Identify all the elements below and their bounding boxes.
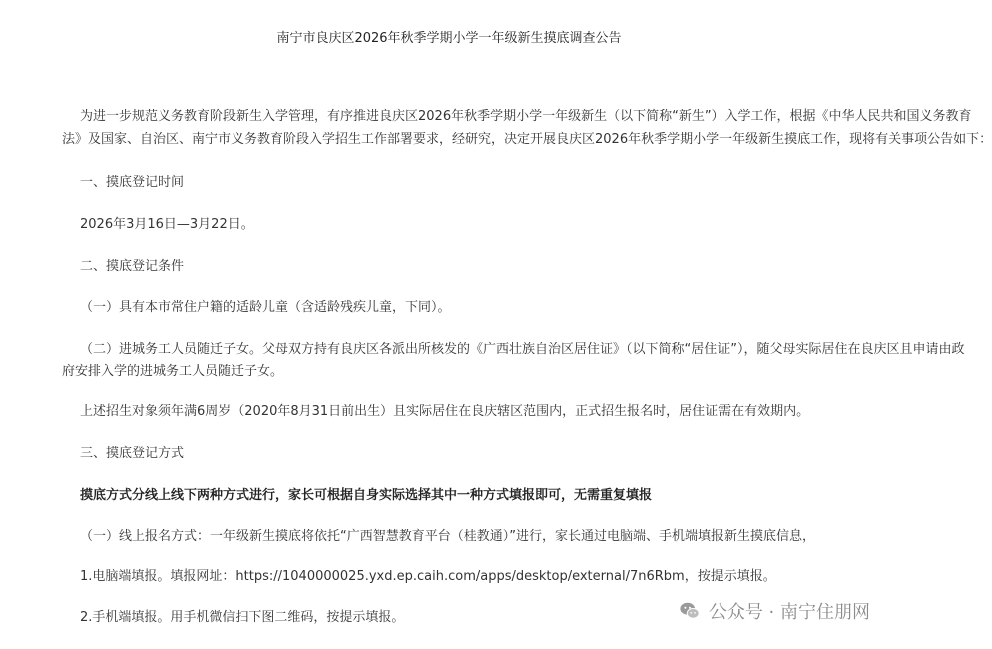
online-method: （一）线上报名方式：一年级新生摸底将依托“广西智慧教育平台（桂教通）”进行，家长通过电脑端、手机端填报新生摸底信息， — [80, 529, 815, 544]
section2-heading: 二、摸底登记条件 — [80, 259, 185, 274]
intro-paragraph-line2: 法》及国家、自治区、南宁市义务教育阶段入学招生工作部署要求，经研究，决定开展良庆区2026年秋季学期小学一年级新生摸底工作，现将有关事项公告如下： — [62, 132, 992, 147]
wechat-icon — [679, 600, 701, 622]
age-note: 上述招生对象须年满6周岁（2020年8月31日前出生）且实际居住在良庆辖区范围内，正式招生报名时，居住证需在有效期内。 — [80, 404, 810, 419]
mobile-method: 2.手机端填报。用手机微信扫下图二维码，按提示填报。 — [80, 610, 405, 625]
watermark — [679, 596, 870, 626]
intro-paragraph-line1: 为进一步规范义务教育阶段新生入学管理，有序推进良庆区2026年秋季学期小学一年级新生（以下简称“新生”）入学工作，根据《中华人民共和国义务教育 — [80, 109, 972, 124]
condition-1: （一）具有本市常住户籍的适龄儿童（含适龄残疾儿童，下同）。 — [80, 300, 451, 315]
section3-heading: 三、摸底登记方式 — [80, 446, 185, 461]
watermark-text: 公众号 · 南宁住朋网 — [708, 602, 870, 623]
pc-method: 1.电脑端填报。填报网址：https://1040000025.yxd.ep.caih.com/apps/desktop/external/7n6Rbm，按提示填报。 — [80, 569, 776, 584]
condition-2-line2: 府安排入学的进城务工人员随迁子女。 — [62, 364, 284, 379]
method-bold-note: 摸底方式分线上线下两种方式进行，家长可根据自身实际选择其中一种方式填报即可，无需重复填报 — [80, 488, 653, 503]
section1-date: 2026年3月16日—3月22日。 — [80, 217, 254, 232]
section1-heading: 一、摸底登记时间 — [80, 175, 185, 190]
condition-2-line1: （二）进城务工人员随迁子女。父母双方持有良庆区各派出所核发的《广西壮族自治区居住证》（以下简称“居住证”），随父母实际居住在良庆区且申请由政 — [80, 342, 965, 357]
document-title: 南宁市良庆区2026年秋季学期小学一年级新生摸底调查公告 — [276, 31, 622, 46]
